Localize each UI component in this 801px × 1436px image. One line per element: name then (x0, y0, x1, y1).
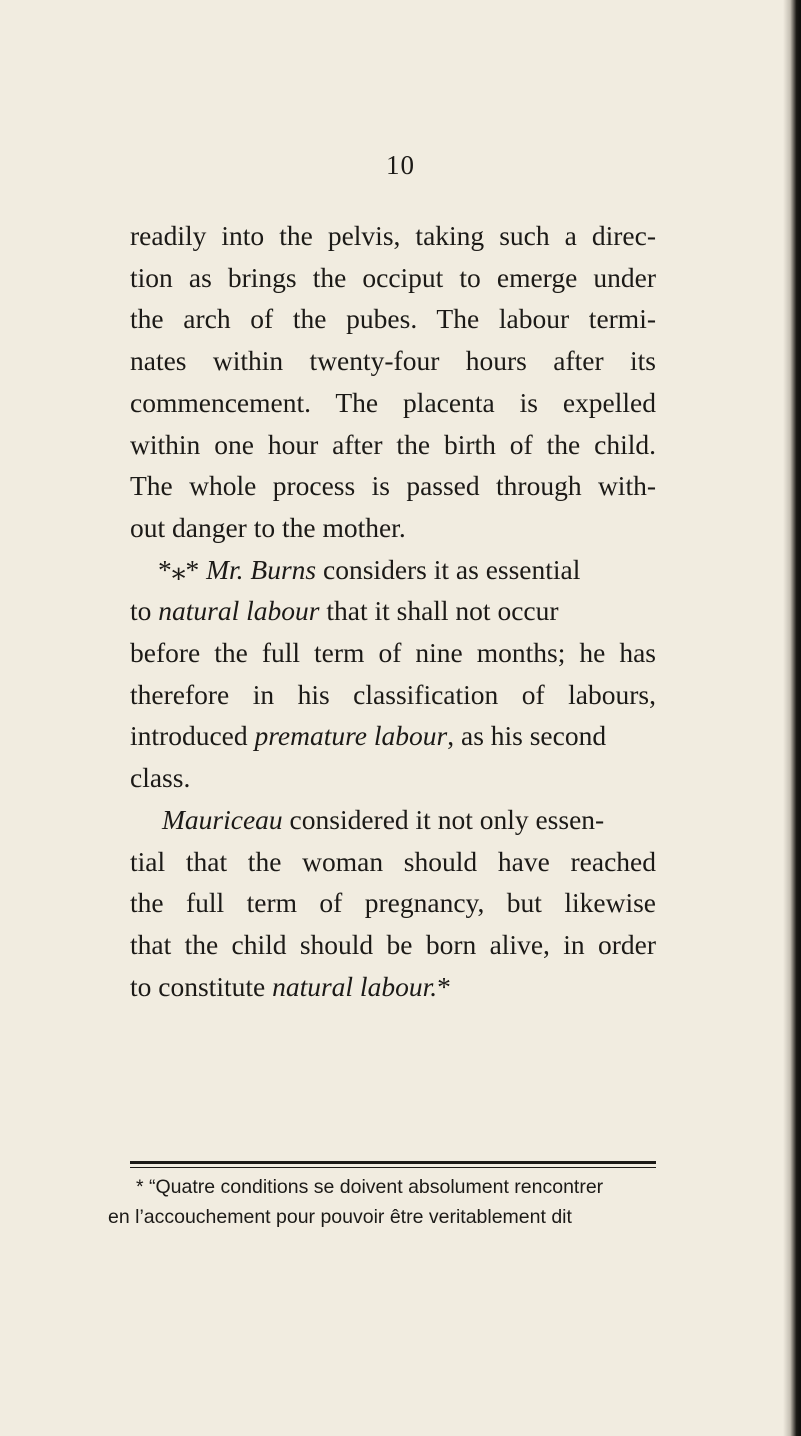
italic-term: natural labour. (272, 970, 438, 1002)
text-line (130, 590, 656, 632)
text-run: to constitute (130, 970, 273, 1002)
text-line: the arch of the pubes. The labour termi- (130, 303, 656, 335)
text-line: tion as brings the occiput to emerge under (130, 261, 656, 293)
text-line: therefore in his classification of labours, (130, 678, 656, 710)
text-run: that it shall not occur (319, 595, 559, 627)
text-line: the full term of pregnancy, but likewise (130, 887, 656, 919)
italic-term: natural labour (158, 595, 320, 627)
text-line (130, 549, 656, 591)
asterism-marker: *⁎* (158, 553, 200, 585)
italic-term: premature labour (254, 720, 448, 752)
page-edge-shadow (783, 0, 801, 1436)
footnote (108, 1172, 656, 1232)
text-run: to (130, 595, 159, 627)
text-line: The whole process is passed through with- (130, 470, 656, 502)
text-line: readily into the pelvis, taking such a direc- (130, 220, 656, 251)
footnote-line: * “Quatre conditions se doivent absolument rencontrer (136, 1176, 604, 1198)
body-text (130, 215, 656, 1007)
text-run: considered it not only essen- (282, 803, 605, 835)
person-name: Mr. Burns (206, 553, 317, 585)
text-run: considers it as essential (316, 553, 581, 585)
text-run: introduced (130, 720, 255, 752)
text-line (130, 799, 656, 841)
footnote-rule-thick (130, 1161, 656, 1164)
person-name: Mauriceau (162, 803, 283, 835)
text-line: class. (130, 762, 191, 794)
text-line: within one hour after the birth of the child. (130, 428, 656, 460)
text-run: , as his second (447, 720, 607, 752)
text-line: before the full term of nine months; he has (130, 637, 656, 669)
text-line: that the child should be born alive, in order (130, 928, 656, 960)
footnote-marker: * (437, 970, 451, 1002)
text-line (130, 715, 656, 757)
text-line: tial that the woman should have reached (130, 845, 656, 877)
text-line: out danger to the mother. (130, 511, 406, 543)
footnote-rule-thin (130, 1167, 656, 1168)
text-line (130, 966, 656, 1008)
page-number: 10 (386, 150, 415, 180)
footnote-line: en l’accouchement pour pouvoir être veritablement dit (108, 1206, 572, 1228)
text-line: commencement. The placenta is expelled (130, 386, 656, 418)
text-line: nates within twenty-four hours after its (130, 345, 656, 377)
